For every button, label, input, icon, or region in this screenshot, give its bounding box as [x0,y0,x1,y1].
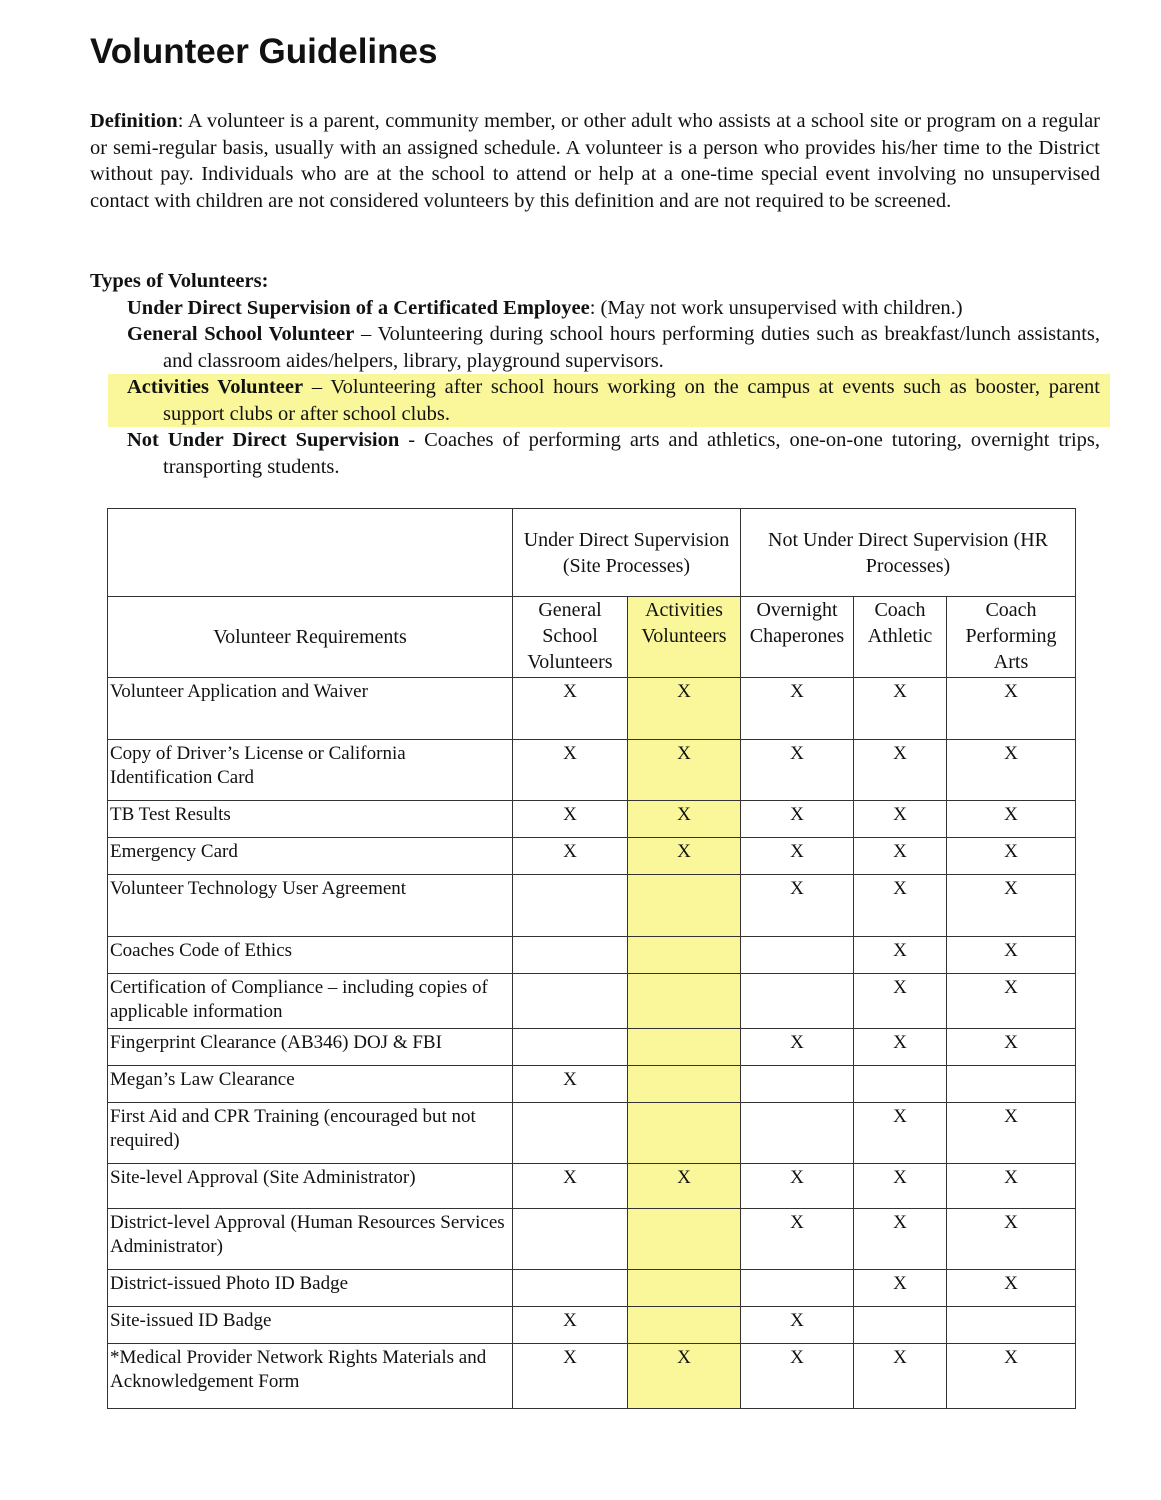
mark-cell: X [628,801,741,838]
mark-cell: X [947,1209,1076,1270]
definition-label: Definition [90,110,178,132]
requirement-label: Site-level Approval (Site Administrator) [108,1164,513,1209]
mark-cell [513,974,628,1029]
requirement-label: *Medical Provider Network Rights Materials and Acknowledgement Form [108,1344,513,1409]
mark-cell: X [854,1270,947,1307]
mark-cell [741,1270,854,1307]
type-term: Activities Volunteer [127,376,304,398]
mark-cell: X [513,838,628,875]
mark-cell: X [854,1029,947,1066]
mark-cell: X [947,875,1076,937]
mark-cell [628,1270,741,1307]
mark-cell: X [741,1209,854,1270]
mark-cell: X [741,740,854,801]
mark-cell: X [854,974,947,1029]
table-row [108,1029,1076,1066]
requirement-label: District-issued Photo ID Badge [108,1270,513,1307]
mark-cell: X [947,838,1076,875]
column-header-row [108,597,1076,678]
mark-cell: X [854,1209,947,1270]
mark-cell: X [947,740,1076,801]
mark-cell: X [854,875,947,937]
mark-cell: X [947,1270,1076,1307]
mark-cell [854,1066,947,1103]
mark-cell [741,1066,854,1103]
requirement-label: Emergency Card [108,838,513,875]
type-desc: : (May not work unsupervised with children.) [589,296,963,319]
type-item-general-school-volunteer [127,321,1100,374]
mark-cell [513,937,628,974]
mark-cell [628,1209,741,1270]
table-row [108,1164,1076,1209]
col-header-coach-performing-arts: Coach Performing Arts [947,597,1076,678]
table-row [108,875,1076,937]
type-item-activities-volunteer [108,374,1110,427]
mark-cell: X [513,801,628,838]
mark-cell: X [947,1103,1076,1164]
group-header-site: Under Direct Supervision (Site Processes) [513,509,741,597]
mark-cell: X [947,1029,1076,1066]
mark-cell: X [628,740,741,801]
requirements-header: Volunteer Requirements [108,597,513,678]
mark-cell: X [854,1103,947,1164]
requirement-label: First Aid and CPR Training (encouraged but not required) [108,1103,513,1164]
requirement-label: Certification of Compliance – including copies of applicable information [108,974,513,1029]
mark-cell: X [513,1307,628,1344]
mark-cell [513,1029,628,1066]
requirement-label: Site-issued ID Badge [108,1307,513,1344]
mark-cell: X [854,801,947,838]
mark-cell [513,1209,628,1270]
col-header-coach-athletic: Coach Athletic [854,597,947,678]
mark-cell: X [854,1164,947,1209]
group-header-hr: Not Under Direct Supervision (HR Processes) [741,509,1076,597]
mark-cell: X [628,1164,741,1209]
requirement-label: Megan’s Law Clearance [108,1066,513,1103]
type-item-under-direct-supervision [127,295,1100,322]
mark-cell: X [741,838,854,875]
col-header-activities: Activities Volunteers [628,597,741,678]
mark-cell [741,937,854,974]
table-row [108,1307,1076,1344]
mark-cell: X [741,1029,854,1066]
mark-cell [628,974,741,1029]
mark-cell [741,1103,854,1164]
table-row [108,1270,1076,1307]
table-row [108,974,1076,1029]
table-row [108,740,1076,801]
type-term: Not Under Direct Supervision [127,429,400,451]
mark-cell [513,1270,628,1307]
mark-cell: X [947,974,1076,1029]
mark-cell: X [628,1344,741,1409]
table-row [108,937,1076,974]
mark-cell: X [741,678,854,740]
mark-cell [741,974,854,1029]
table-row [108,1066,1076,1103]
mark-cell: X [741,1164,854,1209]
table-row [108,1103,1076,1164]
types-heading: Types of Volunteers: [90,270,269,292]
page-title: Volunteer Guidelines [90,32,438,71]
table-row [108,838,1076,875]
mark-cell [513,875,628,937]
requirement-label: Fingerprint Clearance (AB346) DOJ & FBI [108,1029,513,1066]
mark-cell: X [513,1066,628,1103]
mark-cell [628,1103,741,1164]
definition-text: : A volunteer is a parent, community member, or other adult who assists at a school site or program on a regular or semi-regular basis, usually with an assigned schedule. A volunteer is a person who provides his/her time to the District without pay. Individuals who are at the school to attend or help at a one-time special event involving no unsupervised contact with children are not considered volunteers by this definition and are not required to be screened. [90,110,1100,212]
type-desc: – Volunteering after school hours working on the campus at events such as booster, parent support clubs or after school clubs. [163,376,1100,425]
mark-cell: X [513,740,628,801]
mark-cell: X [854,838,947,875]
mark-cell: X [947,1164,1076,1209]
mark-cell [947,1066,1076,1103]
mark-cell [854,1307,947,1344]
mark-cell: X [854,678,947,740]
mark-cell [513,1103,628,1164]
type-item-not-under-direct-supervision [127,427,1100,480]
mark-cell: X [854,937,947,974]
requirement-label: Volunteer Technology User Agreement [108,875,513,937]
mark-cell: X [628,678,741,740]
table-row [108,801,1076,838]
mark-cell: X [947,801,1076,838]
mark-cell [947,1307,1076,1344]
mark-cell [628,875,741,937]
type-term: General School Volunteer [127,323,355,345]
col-header-overnight: Overnight Chaperones [741,597,854,678]
type-desc: - Coaches of performing arts and athletics, one-on-one tutoring, overnight trips, transporting students. [163,429,1100,478]
type-desc: – Volunteering during school hours performing duties such as breakfast/lunch assistants, and classroom aides/helpers, library, playground supervisors. [163,323,1100,372]
mark-cell [628,1066,741,1103]
requirement-label: Volunteer Application and Waiver [108,678,513,740]
definition-paragraph [90,108,1100,214]
group-header-row [108,509,1076,597]
requirement-label: Coaches Code of Ethics [108,937,513,974]
table-row [108,1209,1076,1270]
volunteer-requirements-table [107,508,1076,1409]
mark-cell: X [741,801,854,838]
mark-cell: X [741,875,854,937]
mark-cell: X [513,1164,628,1209]
requirement-label: Copy of Driver’s License or California Identification Card [108,740,513,801]
mark-cell: X [513,678,628,740]
empty-corner-cell [108,509,513,597]
col-header-general-school: General School Volunteers [513,597,628,678]
volunteer-types-section [90,268,1100,480]
mark-cell [628,1307,741,1344]
mark-cell: X [628,838,741,875]
mark-cell: X [741,1307,854,1344]
mark-cell: X [947,937,1076,974]
requirement-label: District-level Approval (Human Resources Services Administrator) [108,1209,513,1270]
mark-cell [628,1029,741,1066]
mark-cell [628,937,741,974]
requirement-label: TB Test Results [108,801,513,838]
mark-cell: X [854,740,947,801]
type-term: Under Direct Supervision of a Certificated Employee [127,296,590,319]
mark-cell: X [947,678,1076,740]
table-row [108,1344,1076,1409]
mark-cell: X [513,1344,628,1409]
mark-cell: X [854,1344,947,1409]
mark-cell: X [947,1344,1076,1409]
table-row [108,678,1076,740]
mark-cell: X [741,1344,854,1409]
